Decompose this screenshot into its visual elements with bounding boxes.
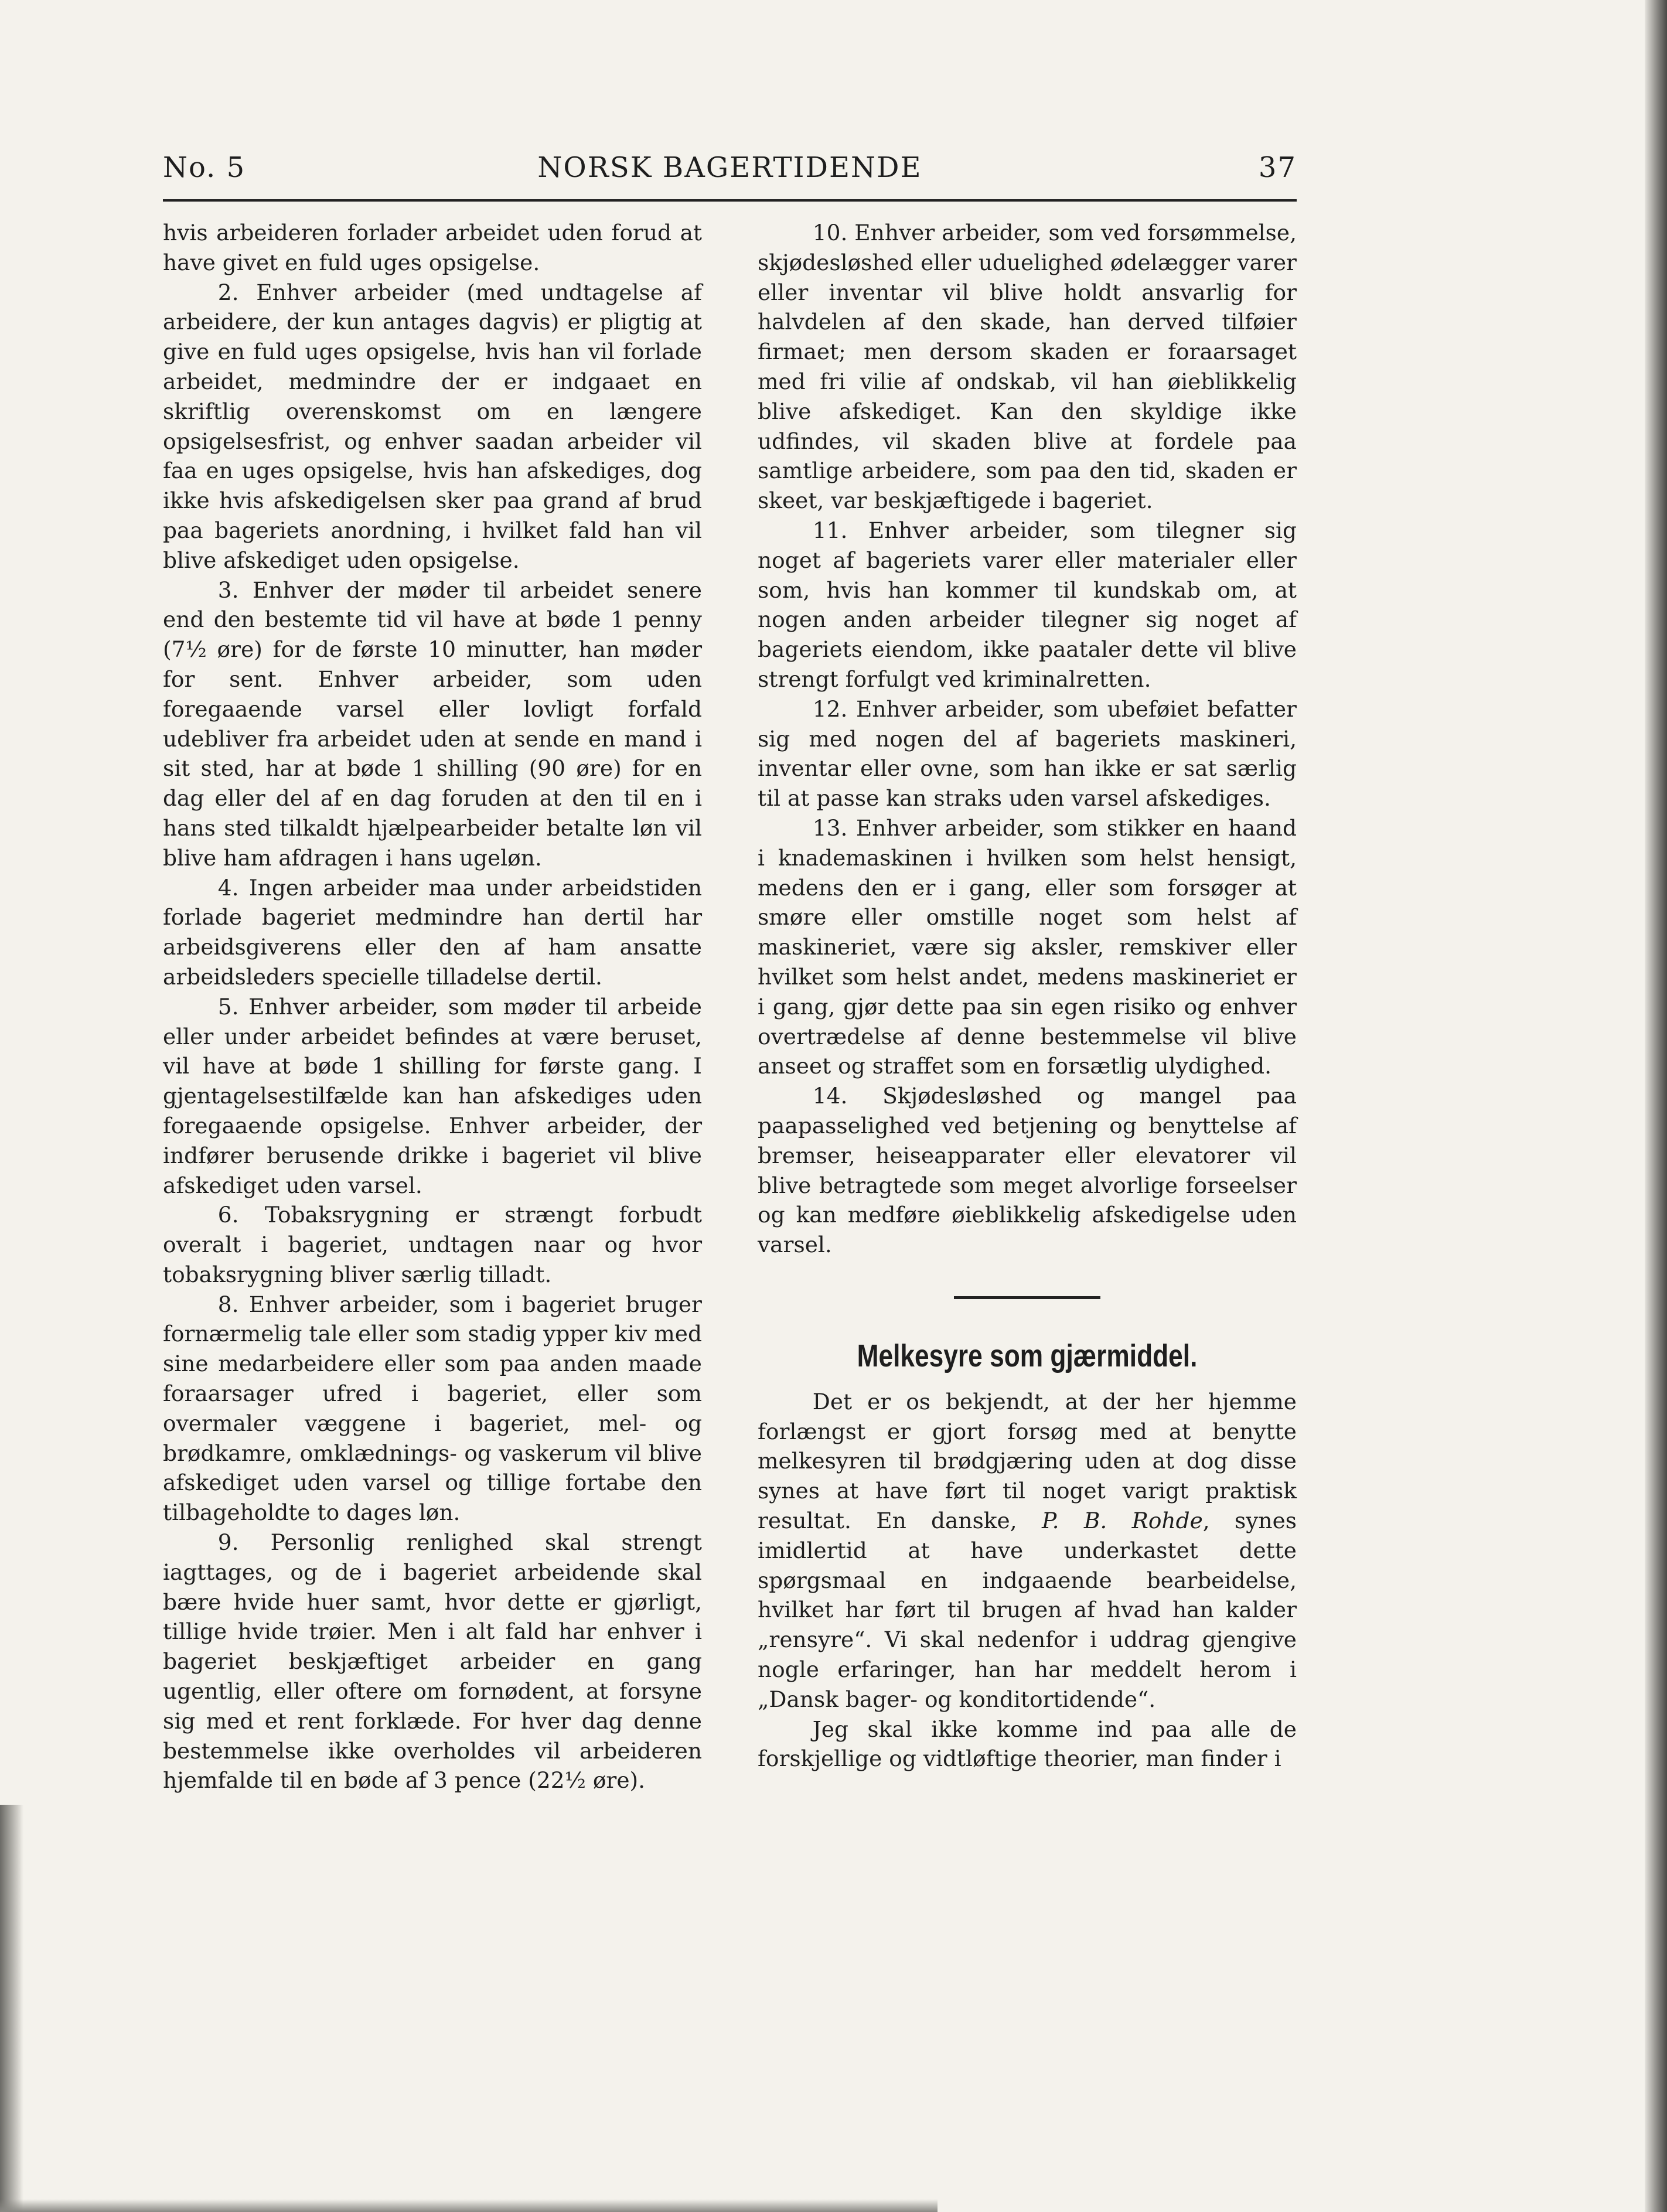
rule-10: 10. Enhver arbeider, som ved forsømmelse, skjødesløshed eller uduelighed ødelægger varer eller inventar vil blive holdt ansvarlig for halvdelen af den skade, han derved tilføier firmaet; men dersom skaden er foraarsaget med fri vilie af ondskab, vil han øieblikkelig blive afskediget. Kan den skyldige ikke udfindes, vil skaden blive at fordele paa samtlige arbeidere, som paa den tid, skaden er skeet, var beskjæftigede i bageriet.: [758, 220, 1297, 514]
issue-number: No. 5: [163, 151, 246, 184]
paragraph: hvis arbeideren forlader arbeidet uden forud at have givet en fuld uges opsigelse.: [163, 220, 702, 275]
rule-9: 9. Personlig renlighed skal strengt iagttages, og de i bageriet arbeidende skal bære hvide huer samt, hvor dette er gjørligt, tillige hvide trøier. Men i alt fald har enhver i bageriet beskjæftiget arbeider en gang ugentlig, eller oftere om fornødent, at forsyne sig med et rent forklæde. For hver dag denne bestemmelse ikke overholdes vil arbeideren hjemfalde til en bøde af 3 pence (22½ øre).: [163, 1529, 702, 1794]
right-column: [758, 218, 1297, 1774]
rule-11: 11. Enhver arbeider, som tilegner sig noget af bageriets varer eller materialer eller som, hvis han kommer til kundskab om, at nogen anden arbeider tilegner sig noget af bageriets eiendom, ikke paataler dette vil blive strengt forfulgt ved kriminalretten.: [758, 517, 1297, 692]
rule-13: 13. Enhver arbeider, som stikker en haand i knademaskinen i hvilken som helst hensigt, medens den er i gang, eller som forsøger at smøre eller omstille noget som helst af maskineriet, være sig aksler, remskiver eller hvilket som helst andet, medens maskineriet er i gang, gjør dette paa sin egen risiko og enhver overtrædelse af denne bestemmelse vil blive anseet og straffet som en forsætlig ulydighed.: [758, 814, 1297, 1079]
rule-5: 5. Enhver arbeider, som møder til arbeide eller under arbeidet befindes at være beruset, vil have at bøde 1 shilling for første gang. I gjentagelsestilfælde kan han afskediges uden foregaaende opsigelse. Enhver arbeider, der indfører berusende drikke i bageriet vil blive afskediget uden varsel.: [163, 993, 702, 1198]
section-divider: [954, 1296, 1100, 1299]
rule-6: 6. Tobaksrygning er strængt forbudt overalt i bageriet, undtagen naar og hvor tobaksrygning bliver særlig tilladt.: [163, 1202, 702, 1287]
page-number: 37: [1258, 151, 1297, 184]
rule-4: 4. Ingen arbeider maa under arbeidstiden forlade bageriet medmindre han dertil har arbeidsgiverens eller den af ham ansatte arbeidsleders specielle tilladelse dertil.: [163, 874, 702, 990]
running-header: [163, 151, 1297, 192]
left-column: [163, 218, 702, 1795]
page-bottom-shadow: [0, 2199, 938, 2212]
article-heading: Melkesyre som gjærmiddel.: [857, 1338, 1198, 1373]
rule-14: 14. Skjødesløshed og mangel paa paapasselighed ved betjening og benyttelse af bremser, heiseapparater eller elevatorer vil blive betragtede som meget alvorlige forseelser og kan medføre øieblikkelig afskedigelse uden varsel.: [758, 1083, 1297, 1258]
rule-8: 8. Enhver arbeider, som i bageriet bruger fornærmelig tale eller som stadig ypper kiv med sine medarbeidere eller som paa anden maade foraarsager ufred i bageriet, eller som overmaler væggene i bageriet, mel- og brødkamre, omklædnings- og vaskerum vil blive afskediget uden varsel og tillige fortabe den tilbageholdte to dages løn.: [163, 1291, 702, 1526]
article-paragraph: [758, 1387, 1297, 1715]
author-name: P. B. Rohde: [1041, 1508, 1203, 1534]
article-paragraph: Jeg skal ikke komme ind paa alle de forskjellige og vidtløftige theorier, man finder i: [758, 1716, 1297, 1772]
rule-3: 3. Enhver der møder til arbeidet senere end den bestemte tid vil have at bøde 1 penny (7½ øre) for de første 10 minutter, han møder for sent. Enhver arbeider, som uden foregaaende varsel eller lovligt forfald udebliver fra arbeidet uden at sende en mand i sit sted, har at bøde 1 shilling (90 øre) for en dag eller del af en dag foruden at den til en i hans sted tilkaldt hjælpearbeider betalte løn vil blive ham afdragen i hans ugeløn.: [163, 577, 702, 871]
article-text: Det er os bekjendt, at der her hjemme forlængst er gjort forsøg med at benytte melkesyren til brødgjæring uden at dog disse synes at have ført til noget varigt praktisk resultat. En danske,: [758, 1388, 1297, 1534]
page-edge-shadow: [1645, 0, 1667, 2212]
publication-title: NORSK BAGERTIDENDE: [537, 151, 922, 184]
article-text: , synes imidlertid at have underkastet dette spørgsmaal en indgaaende bearbeidelse, hvilket har ført til brugen af hvad han kalder „rensyre“. Vi skal nedenfor i uddrag gjengive nogle erfaringer, han har meddelt herom i „Dansk bager- og konditortidende“.: [758, 1508, 1297, 1712]
header-rule: [163, 199, 1297, 202]
rule-12: 12. Enhver arbeider, som ubeføiet befatter sig med nogen del af bageriets maskineri, inventar eller ovne, som han ikke er sat særlig til at passe kan straks uden varsel afskediges.: [758, 696, 1297, 812]
page-binding-shadow: [0, 1805, 23, 2212]
rule-2: 2. Enhver arbeider (med undtagelse af arbeidere, der kun antages dagvis) er pligtig at give en fuld uges opsigelse, hvis han vil forlade arbeidet, medmindre der er indgaaet en skriftlig overenskomst om en længere opsigelsesfrist, og enhver saadan arbeider vil faa en uges opsigelse, hvis han afskediges, dog ikke hvis afskedigelsen sker paa grand af brud paa bageriets anordning, i hvilket fald han vil blive afskediget uden opsigelse.: [163, 279, 702, 573]
